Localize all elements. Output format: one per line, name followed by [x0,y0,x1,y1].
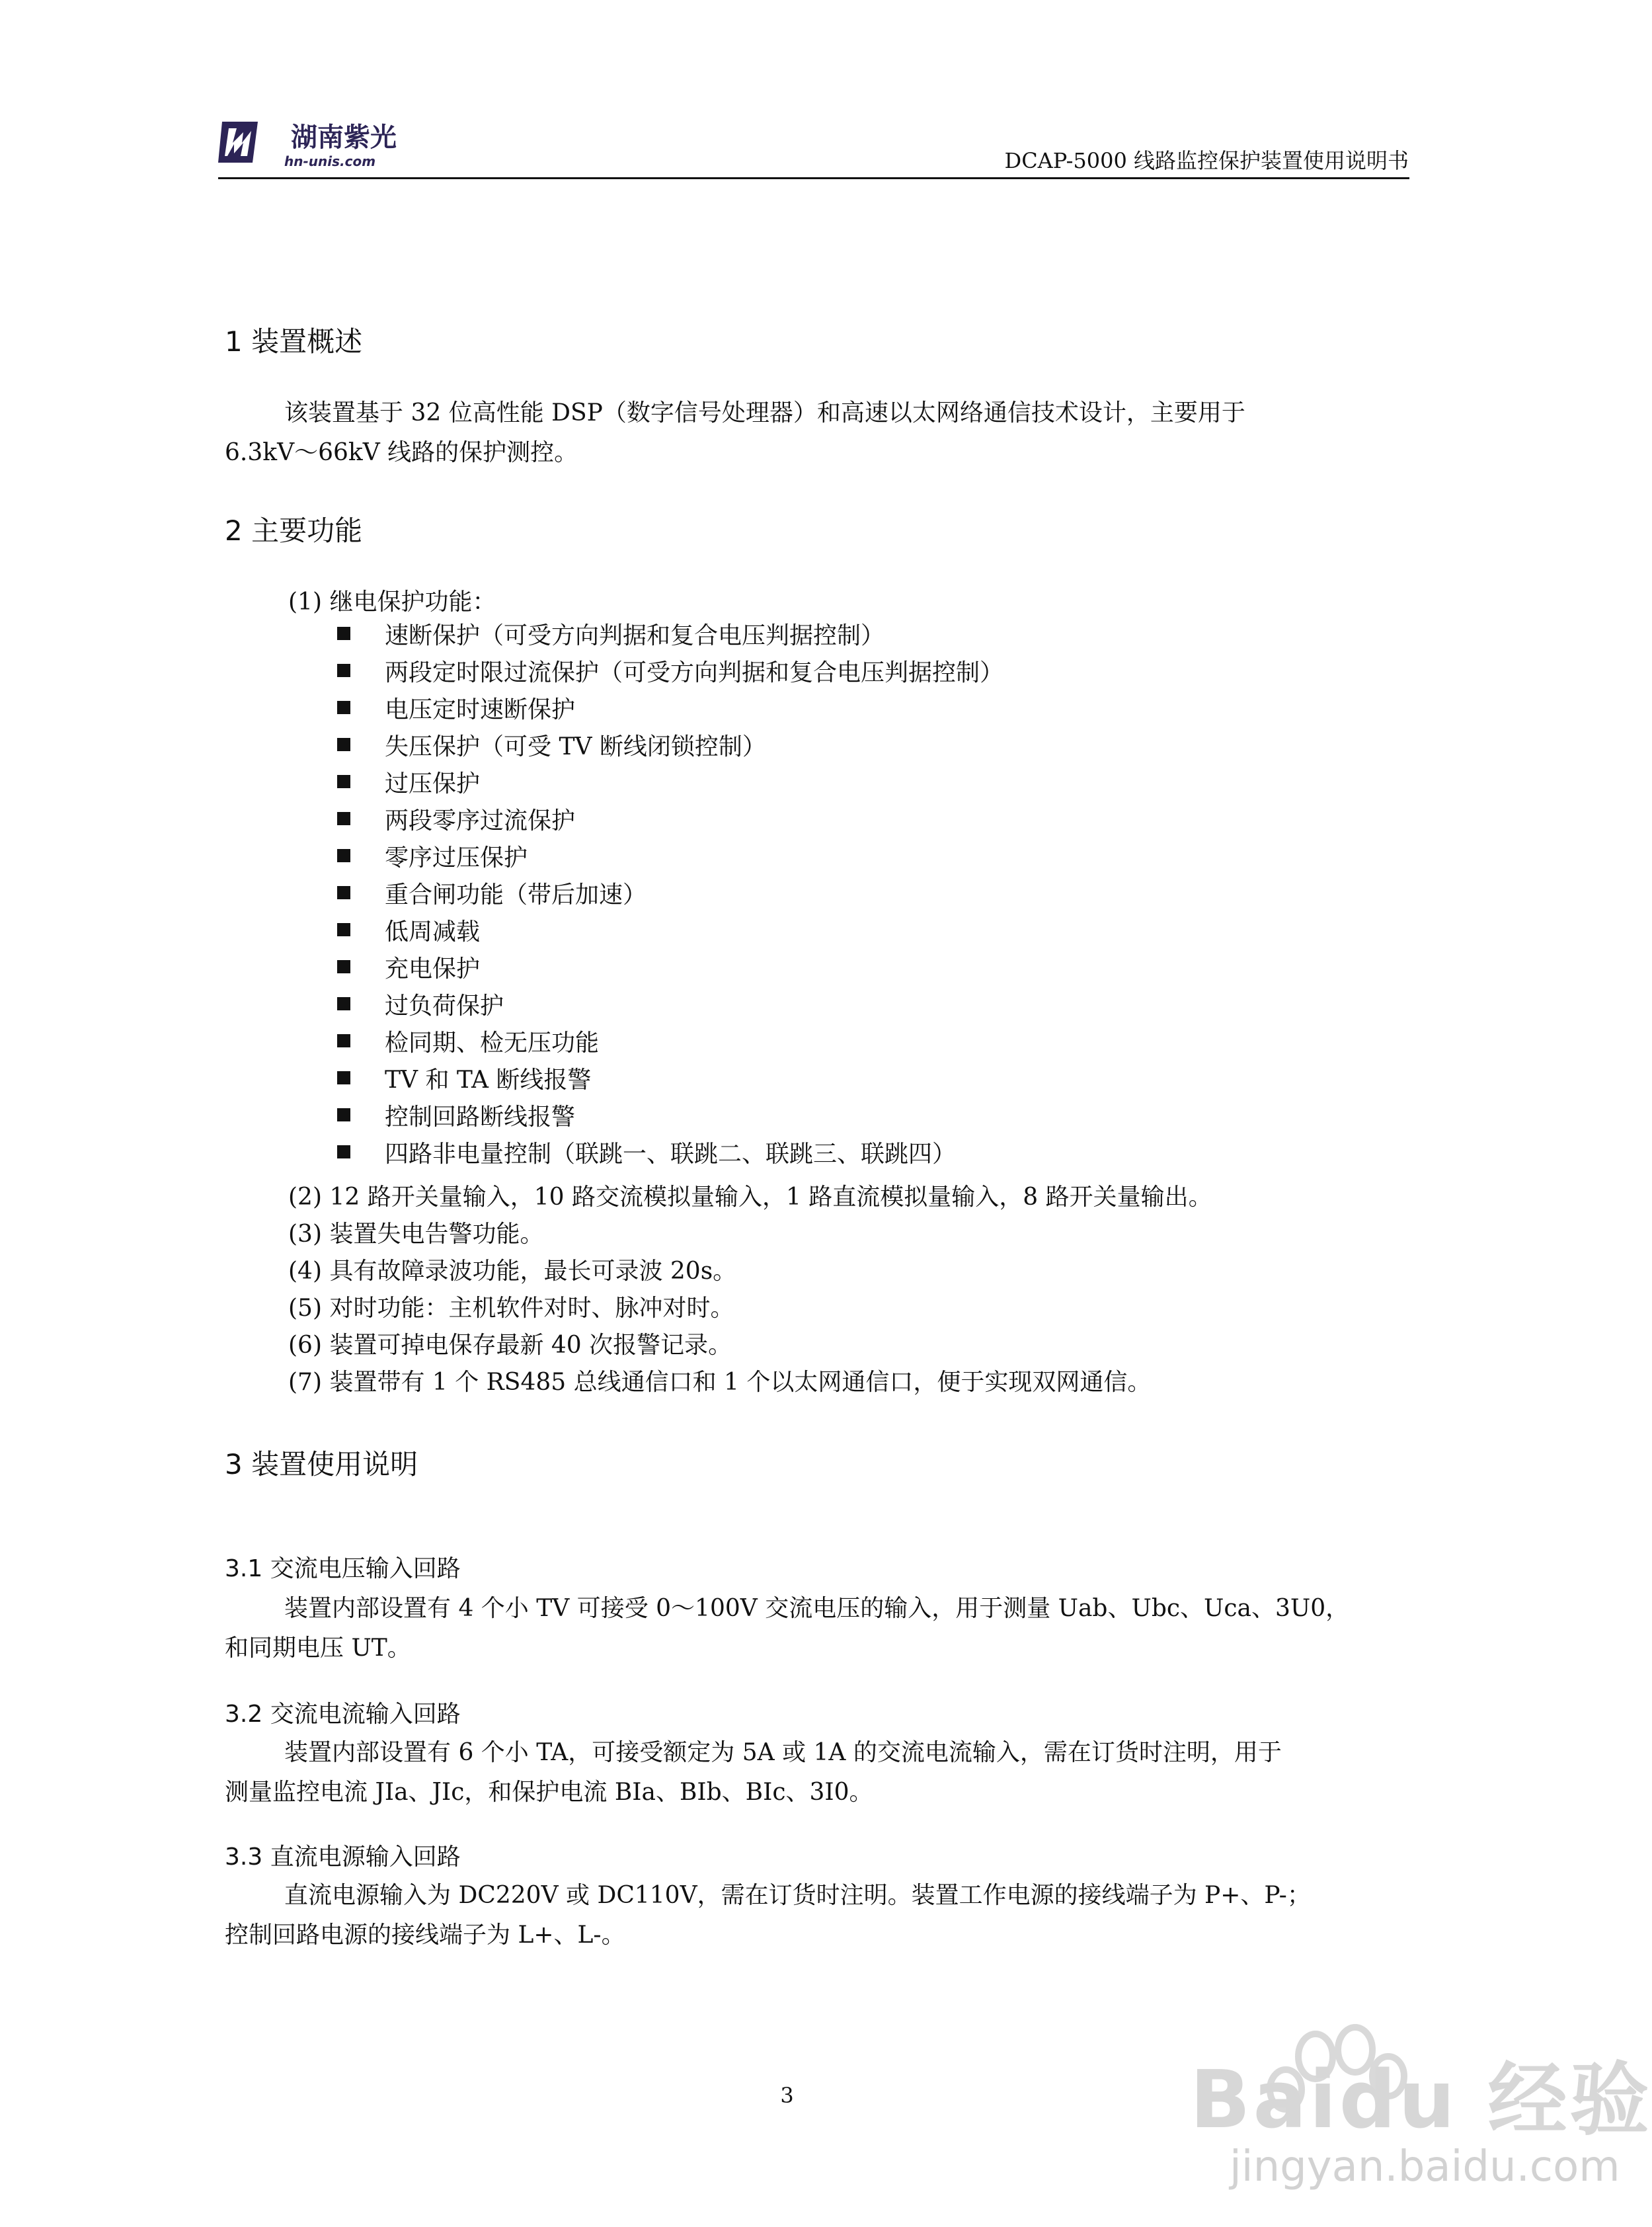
header-divider [218,177,1409,179]
bullet-square-icon [337,738,350,751]
function-item-4: (4) 具有故障录波功能，最长可录波 20s。 [288,1258,737,1285]
list-item [337,763,1003,800]
list-item-text: 低周减载 [385,918,481,946]
function-item-6: (6) 装置可掉电保存最新 40 次报警记录。 [288,1332,732,1359]
bullet-square-icon [337,1145,350,1158]
watermark-url: jingyan.baidu.com [1230,2142,1620,2191]
function-item-2: (2) 12 路开关量输入，10 路交流模拟量输入，1 路直流模拟量输入，8 路开关量输出。 [288,1184,1212,1211]
subsection-3-2-line-1: 装置内部设置有 6 个小 TA，可接受额定为 5A 或 1A 的交流电流输入，需在订货时注明，用于 [284,1739,1282,1766]
bullet-square-icon [337,997,350,1010]
list-item-text: 充电保护 [385,955,481,983]
list-item-text: 速断保护（可受方向判据和复合电压判据控制） [385,622,885,649]
bullet-square-icon [337,812,350,825]
page-number: 3 [780,2083,794,2108]
subsection-3-3-line-1: 直流电源输入为 DC220V 或 DC110V，需在订货时注明。装置工作电源的接线端子为 P+、P-； [284,1882,1311,1909]
list-item-text: 两段零序过流保护 [385,807,576,834]
function-item-1: (1) 继电保护功能： [288,588,496,616]
function-item-3: (3) 装置失电告警功能。 [288,1221,544,1248]
list-item [337,1133,1003,1170]
document-title: DCAP-5000 线路监控保护装置使用说明书 [1004,148,1409,173]
list-item-text: 过负荷保护 [385,992,504,1020]
subsection-3-1-line-1: 装置内部设置有 4 个小 TV 可接受 0～100V 交流电压的输入，用于测量 Uab、Ubc、Uca、3U0， [284,1595,1350,1622]
list-item-text: TV 和 TA 断线报警 [385,1066,592,1094]
list-item-text: 两段定时限过流保护（可受方向判据和复合电压判据控制） [385,659,1004,686]
bullet-square-icon [337,849,350,862]
bullet-square-icon [337,627,350,640]
list-item-text: 零序过压保护 [385,844,528,871]
function-item-7: (7) 装置带有 1 个 RS485 总线通信口和 1 个以太网通信口，便于实现双网通信。 [288,1369,1152,1396]
bullet-square-icon [337,1034,350,1047]
subsection-heading-3-1: 3.1 交流电压输入回路 [225,1555,461,1582]
bullet-square-icon [337,886,350,899]
section-1-line-2: 6.3kV～66kV 线路的保护测控。 [225,439,578,466]
bullet-square-icon [337,1071,350,1084]
list-item [337,615,1003,652]
list-item-text: 四路非电量控制（联跳一、联跳二、联跳三、联跳四） [385,1140,957,1168]
list-item-text: 失压保护（可受 TV 断线闭锁控制） [385,733,766,760]
function-item-5: (5) 对时功能：主机软件对时、脉冲对时。 [288,1295,734,1322]
logo-url: hn-unis.com [284,153,376,169]
section-1-line-1: 该装置基于 32 位高性能 DSP（数字信号处理器）和高速以太网络通信技术设计，主要用于 [284,399,1245,426]
bullet-square-icon [337,664,350,677]
list-item-text: 重合闸功能（带后加速） [385,881,647,909]
bullet-square-icon [337,923,350,936]
section-heading-1: 1 装置概述 [225,325,363,358]
section-heading-3: 3 装置使用说明 [225,1448,418,1480]
subsection-heading-3-2: 3.2 交流电流输入回路 [225,1701,461,1728]
bullet-square-icon [337,1108,350,1121]
list-item [337,800,1003,837]
subsection-3-1-line-2: 和同期电压 UT。 [225,1635,411,1662]
list-item [337,726,1003,763]
list-item [337,1022,1003,1059]
bullet-square-icon [337,775,350,788]
bullet-square-icon [337,701,350,714]
subsection-3-3-line-2: 控制回路电源的接线端子为 L+、L-。 [225,1922,625,1949]
list-item [337,911,1003,948]
bullet-square-icon [337,960,350,973]
list-item [337,948,1003,985]
list-item-text: 电压定时速断保护 [385,696,576,723]
list-item-text: 过压保护 [385,770,481,797]
list-item [337,1096,1003,1133]
subsection-heading-3-3: 3.3 直流电源输入回路 [225,1843,461,1871]
list-item [337,689,1003,726]
list-item-text: 控制回路断线报警 [385,1103,576,1131]
logo-text: 湖南紫光 [291,122,397,153]
list-item [337,874,1003,911]
subsection-3-2-line-2: 测量监控电流 JIa、JIc，和保护电流 BIa、BIb、BIc、3I0。 [225,1779,873,1806]
list-item [337,837,1003,874]
section-heading-2: 2 主要功能 [225,514,363,547]
list-item [337,652,1003,689]
protection-function-list [337,615,1003,1170]
list-item [337,1059,1003,1096]
list-item-text: 检同期、检无压功能 [385,1029,600,1057]
list-item [337,985,1003,1022]
watermark-brand: Baidu 经验 [1190,2054,1652,2146]
